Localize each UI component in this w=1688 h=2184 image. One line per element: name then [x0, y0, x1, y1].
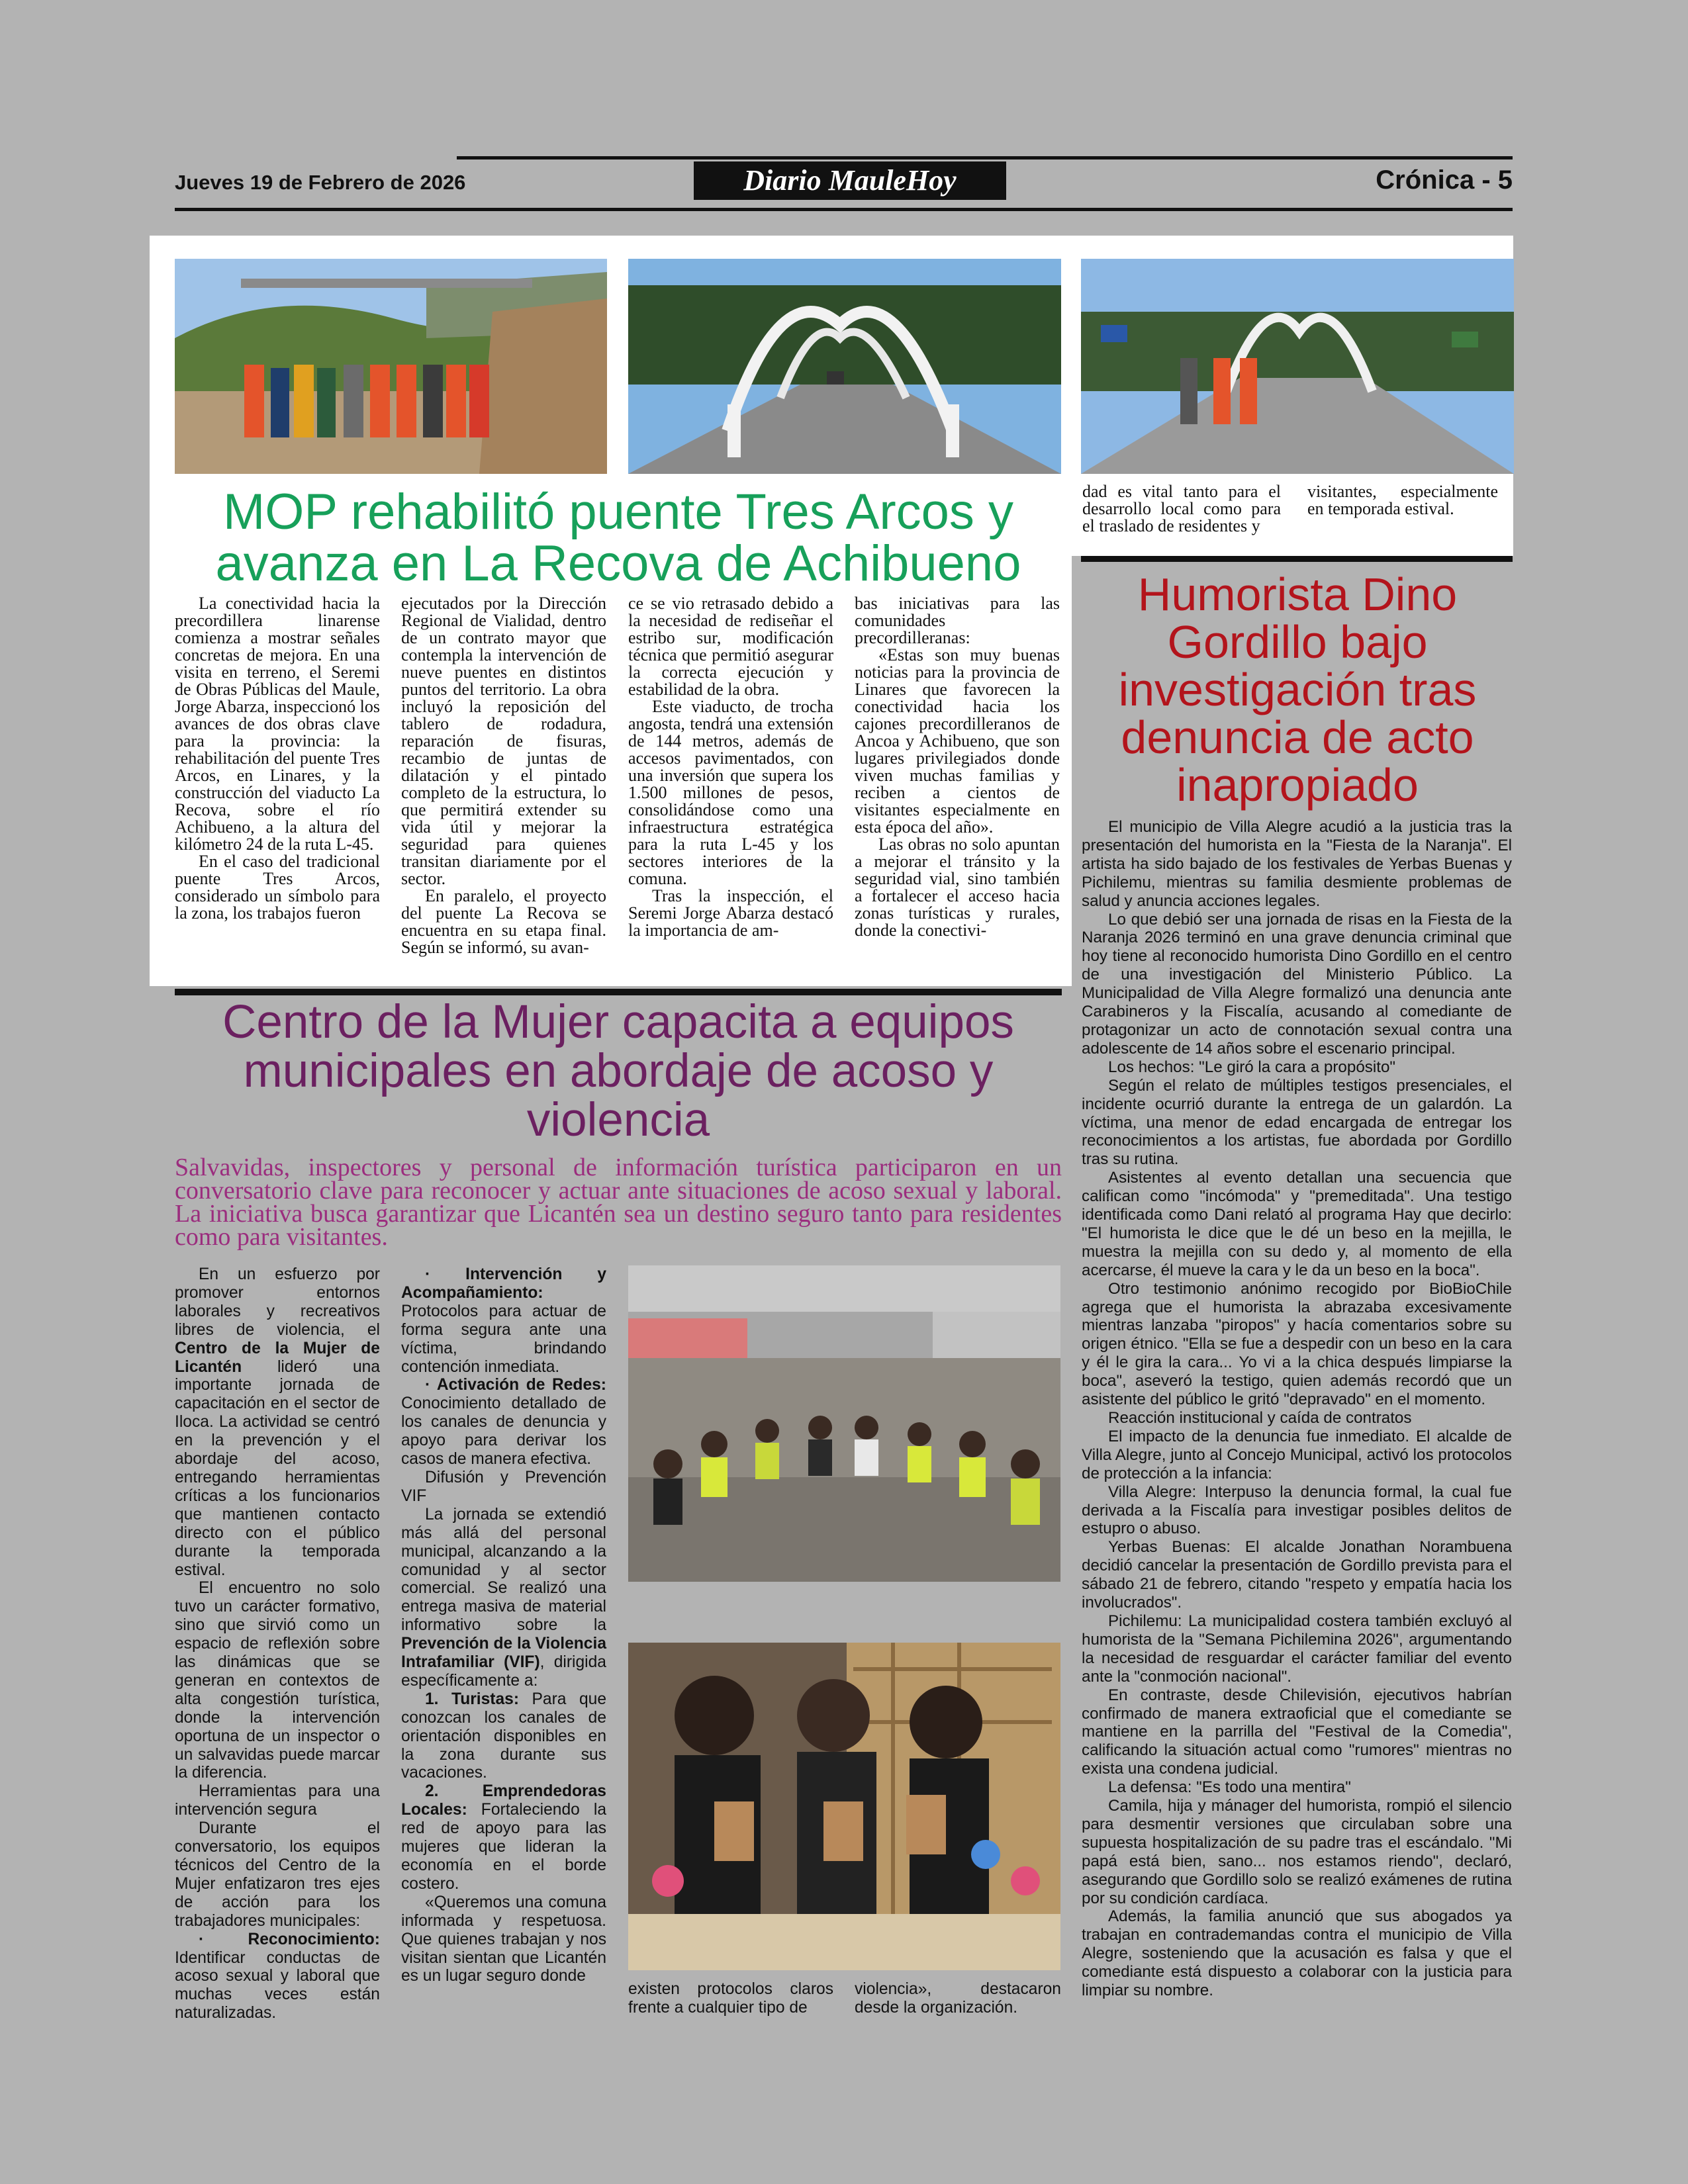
paragraph: Pichilemu: La municipalidad costera también excluyó al humorista de la "Semana Pichilemina 2026", argumentando la necesidad de resguardar el carácter familiar del evento ante la "conmoción nacional".: [1082, 1612, 1512, 1686]
paragraph: · Activación de Redes: Conocimiento detallado de los canales de denuncia y apoyo para derivar los casos de manera efectiva.: [401, 1376, 606, 1469]
paragraph: El impacto de la denuncia fue inmediato. El alcalde de Villa Alegre, junto al Concejo Municipal, activó los protocolos de protección a la infancia:: [1082, 1427, 1512, 1482]
photo-workers-group: [175, 259, 607, 474]
paragraph: En contraste, desde Chilevisión, ejecutivos habrían confirmado de manera extraoficial que el comediante se mantiene en la parrilla del "Festival de la Comedia", calificando la situación actual como "rumores" mientras no exista una condena judicial.: [1082, 1686, 1512, 1778]
photo-bridge-walkers: [1081, 259, 1514, 474]
paragraph: «Queremos una comuna informada y respetuosa. Que quienes trabajan y nos visitan sientan que Licantén es un lugar seguro donde: [401, 1893, 606, 1985]
photo-arch-bridge: [628, 259, 1061, 474]
newspaper-logo: Diario MauleHoy: [694, 161, 1006, 200]
paragraph: En un esfuerzo por promover entornos laborales y recreativos libres de violencia, el Centro de la Mujer de Licantén lideró una importante jornada de capacitación en el sector de Iloca. La actividad se centró en la prevención y el abordaje del acoso, entregando herramientas críticas a los funcionarios que mantienen contacto directo con el público durante la temporada estival.: [175, 1265, 380, 1579]
paragraph: La jornada se extendió más allá del personal municipal, alcanzando a la comunidad y al sector comercial. Se realizó una entrega masiva de material informativo sobre la Prevención de la Violencia Intrafamiliar (VIF), dirigida específicamente a:: [401, 1505, 606, 1690]
mop-column-3: [628, 595, 833, 939]
mop-continuation-col-2: visitantes, especialmente en temporada estival.: [1307, 482, 1498, 518]
centro-lead: Salvavidas, inspectores y personal de información turística participaron en un conversatorio clave para reconocer y actuar ante situaciones de acoso sexual y laboral. La iniciativa busca garantizar que Licantén sea un destino seguro tanto para residentes como para visitantes.: [175, 1154, 1062, 1251]
paragraph: ce se vio retrasado debido a la necesidad de rediseñar el estribo sur, modificación técnica que permitió asegurar la correcta ejecución y estabilidad de la obra.: [628, 594, 833, 699]
subheading: Los hechos: "Le giró la cara a propósito": [1108, 1058, 1395, 1076]
centro-headline: Centro de la Mujer capacita a equipos municipales en abordaje de acoso y violencia: [222, 996, 1014, 1146]
paragraph: Tras la inspección, el Seremi Jorge Abarza destacó la importancia de am-: [628, 886, 833, 940]
paragraph: ejecutados por la Dirección Regional de Vialidad, dentro de un contrato mayor que contempla la intervención de nueve puentes en distintos puntos del territorio. La obra incluyó la reposición del tablero de rodadura, reparación de fisuras, recambio de juntas de dilatación y el pintado completo de la estructura, lo que permitirá extender su vida útil y mejorar la seguridad para quienes transitan diariamente por el sector.: [401, 594, 606, 888]
dino-rule: [1081, 556, 1513, 562]
subheading: La defensa: "Es todo una mentira": [1108, 1778, 1351, 1797]
paragraph: · Intervención y Acompañamiento: Protocolos para actuar de forma segura ante una víctima, brindando contención inmediata.: [401, 1265, 606, 1376]
paragraph: Villa Alegre: Interpuso la denuncia formal, la cual fue derivada a la Fiscalía para investigar posibles delitos de estupro o abuso.: [1082, 1482, 1512, 1538]
paragraph: Este viaducto, de trocha angosta, tendrá una extensión de 144 metros, además de accesos pavimentados, con una inversión que supera los 1.500 millones de pesos, consolidándose como una infraestructura estratégica para la ruta L-45 y los sectores interiores de la comuna.: [628, 697, 833, 888]
photo-women-brochures: [628, 1643, 1060, 1970]
centro-column-1: [175, 1265, 380, 2023]
dino-headline: Humorista Dino Gordillo bajo investigación tras denuncia de acto inapropiado: [1118, 569, 1477, 811]
issue-date: Jueves 19 de Febrero de 2026: [175, 171, 466, 194]
paragraph: El municipio de Villa Alegre acudió a la justicia tras la presentación del humorista en la "Fiesta de la Naranja". El artista ha sido bajado de los festivales de Yerbas Buenas y Pichilemu, mientras su familia desmiente problemas de salud y anuncia acciones legales.: [1082, 818, 1512, 910]
paragraph: En paralelo, el proyecto del puente La Recova se encuentra en su etapa final. Según se informó, su avan-: [401, 886, 606, 957]
paragraph: Yerbas Buenas: El alcalde Jonathan Norambuena decidió cancelar la presentación de Gordillo prevista para el sábado 21 de febrero, citando "respeto y empatía hacia los involucrados".: [1082, 1538, 1512, 1612]
paragraph: La conectividad hacia la precordillera linarense comienza a mostrar señales concretas de mejora. En una visita en terreno, el Seremi de Obras Públicas del Maule, Jorge Abarza, inspeccionó los avances de dos obras clave para la provincia: la rehabilitación del puente Tres Arcos, en Linares, y la construcción del viaducto La Recova, sobre el río Achibueno, a la altura del kilómetro 24 de la ruta L-45.: [175, 594, 380, 854]
mop-column-4: [855, 595, 1060, 939]
paragraph: Otro testimonio anónimo recogido por BioBioChile agrega que el humorista la abrazaba excesivamente mientras lanzaba "piropos" y hacía comentarios sobre su origen étnico. "Ella se fue a despedir con un beso en la cara y él le gira la cara... Yo vi a la chica después limpiarse la boca", aseveró la testigo, quien además recordó que un asistente del público le gritó "depravado" en el momento.: [1082, 1279, 1512, 1409]
paragraph: Camila, hija y mánager del humorista, rompió el silencio para desmentir versiones que circulaban sobre una supuesta hospitalización de su padre tras el escándalo. "Mi papá está bien, sano... nos estamos riendo", declaró, asegurando que Gordillo solo se realizó exámenes de rutina por su condición cardíaca.: [1082, 1797, 1512, 1907]
mop-headline: MOP rehabilitó puente Tres Arcos y avanza en La Recova de Achibueno: [215, 484, 1021, 592]
paragraph: 2. Emprendedoras Locales: Fortaleciendo la red de apoyo para las mujeres que lideran la economía en el borde costero.: [401, 1782, 606, 1893]
paragraph: Lo que debió ser una jornada de risas en la Fiesta de la Naranja 2026 terminó en una grave denuncia criminal que hoy tiene al reconocido humorista Dino Gordillo en el centro de una investigación del Ministerio Público. La Municipalidad de Villa Alegre formalizó una denuncia ante Carabineros y la Fiscalía, acusando al comediante de protagonizar un acto de connotación sexual contra una adolescente de 14 años sobre el escenario principal.: [1082, 910, 1512, 1058]
section-page-label: Crónica - 5: [1376, 165, 1513, 195]
paragraph: Asistentes al evento detallan una secuencia que califican como "incómoda" y "premeditada". Una testigo identificada como Dani relató al programa Hay que decirlo: "El humorista le dice que le dé un beso en la mejilla, le muestra la mejilla con su dedo y, al momento de ella acercarse, él mueve la cara y le da un beso en la boca".: [1082, 1169, 1512, 1279]
centro-rule: [175, 989, 1062, 995]
subheading: Difusión y Prevención VIF: [401, 1468, 606, 1505]
paragraph: En el caso del tradicional puente Tres Arcos, considerado un símbolo para la zona, los trabajos fueron: [175, 852, 380, 923]
dino-article-body: [1082, 818, 1512, 2000]
centro-column-4: violencia», destacaron desde la organización.: [855, 1980, 1061, 2017]
paragraph: Durante el conversatorio, los equipos técnicos del Centro de la Mujer enfatizaron tres ejes de acción para los trabajadores municipales:: [175, 1819, 380, 1930]
subheading: Herramientas para una intervención segura: [175, 1782, 380, 1819]
header-rule-bottom: [175, 208, 1513, 211]
header-rule-top: [457, 156, 1513, 159]
mop-column-1: [175, 595, 380, 922]
centro-column-2: [401, 1265, 606, 1985]
paragraph: El encuentro no solo tuvo un carácter formativo, sino que sirvió como un espacio de reflexión sobre las dinámicas que se generan en contextos de alta congestión turística, donde la intervención oportuna de un inspector o un salvavidas puede marcar la diferencia.: [175, 1579, 380, 1782]
paragraph: Además, la familia anunció que sus abogados ya trabajan en contrademandas contra el municipio de Villa Alegre, sosteniendo que la acusación es falsa y que el comediante está dispuesto a colaborar con la justicia para limpiar su nombre.: [1082, 1907, 1512, 2000]
photo-conversatorio-beach: [628, 1265, 1060, 1582]
paragraph: 1. Turistas: Para que conozcan los canales de orientación disponibles en la zona durante sus vacaciones.: [401, 1690, 606, 1782]
paragraph: «Estas son muy buenas noticias para la provincia de Linares que favorecen la conectividad hacia los cajones precordilleranos de Ancoa y Achibueno, que son lugares privilegiados donde viven muchas familias y reciben a cientos de visitantes especialmente en esta época del año».: [855, 645, 1060, 837]
paragraph: · Reconocimiento: Identificar conductas de acoso sexual y laboral que muchas veces están naturalizadas.: [175, 1930, 380, 2023]
mop-column-2: [401, 595, 606, 956]
paragraph: bas iniciativas para las comunidades precordilleranas:: [855, 594, 1060, 647]
paragraph: Las obras no solo apuntan a mejorar el tránsito y la seguridad vial, sino también a fortalecer el acceso hacia zonas turísticas y rurales, donde la conectivi-: [855, 835, 1060, 940]
paragraph: Según el relato de múltiples testigos presenciales, el incidente ocurrió durante la entrega de un galardón. La víctima, una menor de edad encargada de entregar los reconocimientos a los artistas, fue abordada por Gordillo tras su rutina.: [1082, 1076, 1512, 1169]
centro-column-3: existen protocolos claros frente a cualquier tipo de: [628, 1980, 833, 2017]
mop-continuation-col-1: dad es vital tanto para el desarrollo local como para el traslado de residentes y: [1082, 482, 1281, 535]
subheading: Reacción institucional y caída de contratos: [1108, 1409, 1412, 1427]
